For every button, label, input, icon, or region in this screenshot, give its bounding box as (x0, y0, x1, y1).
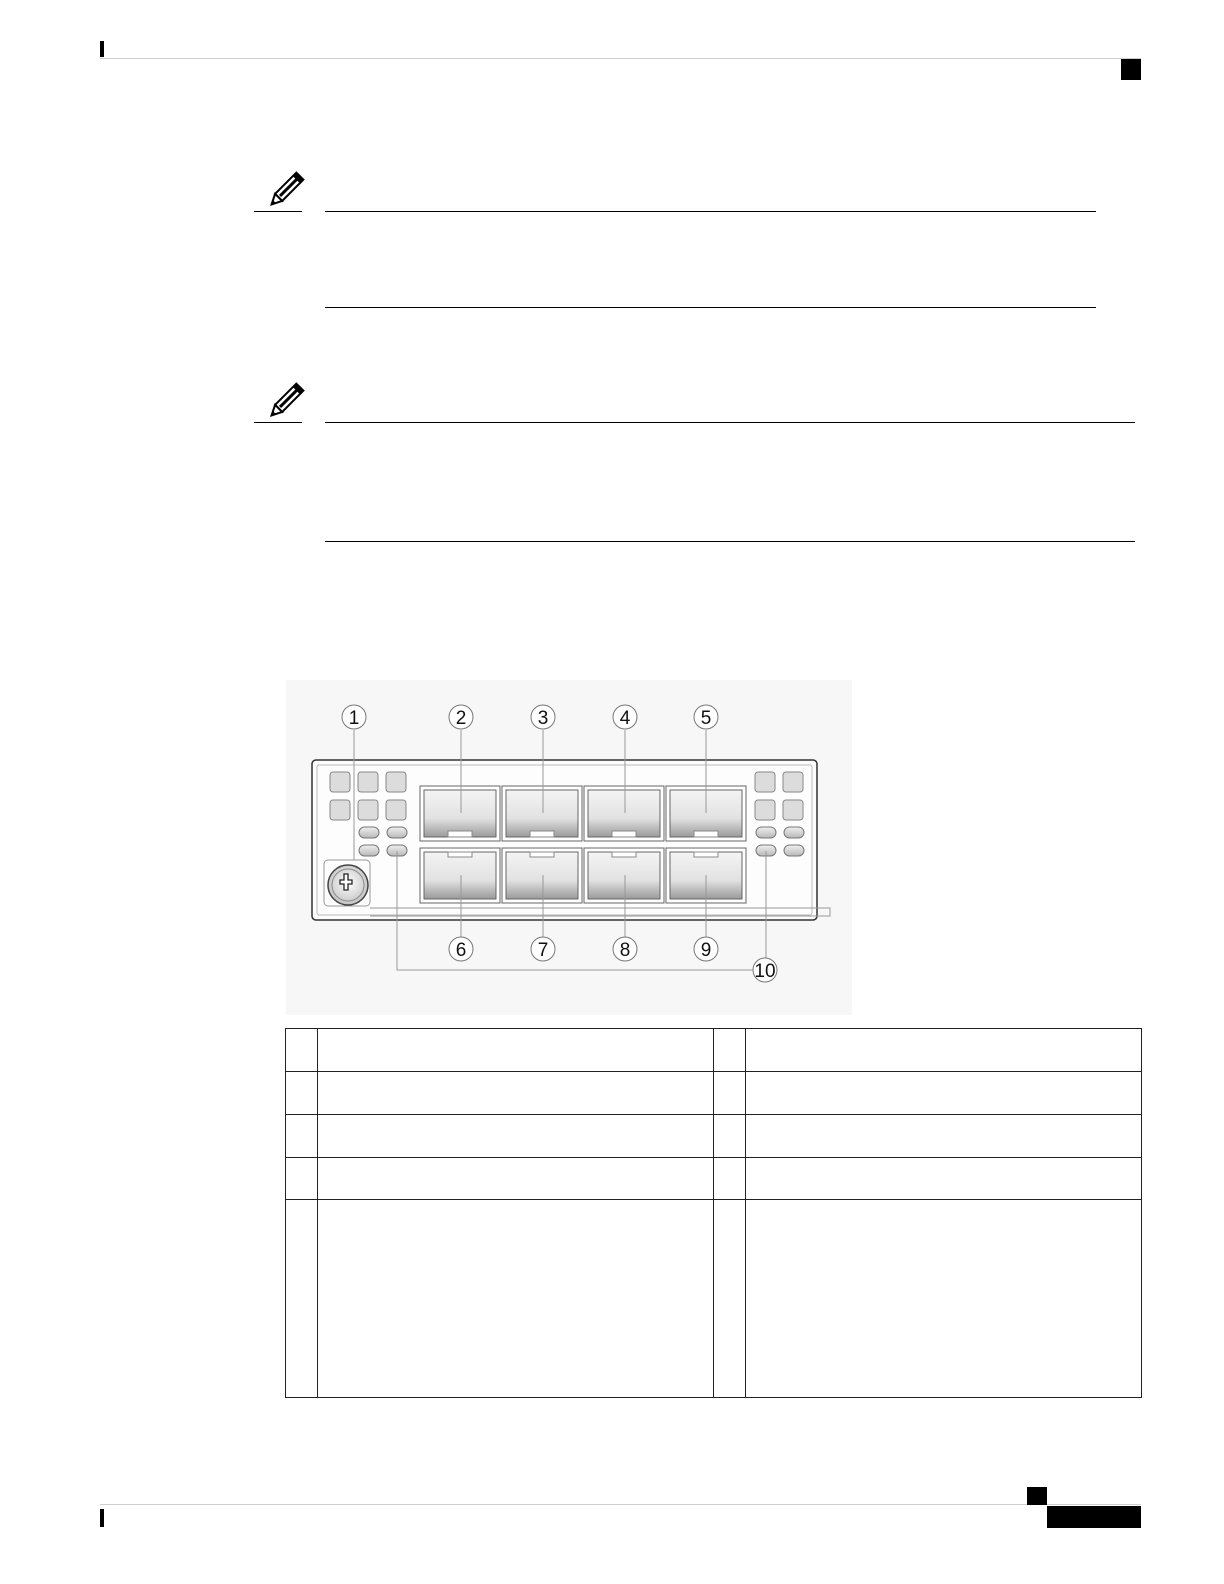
footer-left-marker (100, 1509, 104, 1527)
callout-label-7: 7 (537, 940, 549, 961)
callout-number-cell (286, 1158, 318, 1200)
note-2-icon-underline (254, 422, 302, 423)
callout-description-cell (746, 1158, 1142, 1200)
callout-number-cell (286, 1029, 318, 1072)
callout-description-cell (318, 1115, 714, 1158)
callout-number-cell (286, 1072, 318, 1115)
callout-label-1: 1 (348, 708, 360, 729)
callout-description-cell (318, 1029, 714, 1072)
callout-table (285, 1028, 1142, 1398)
note-1-top-rule (325, 211, 1096, 212)
callout-label-4: 4 (619, 708, 631, 729)
callout-label-8: 8 (619, 940, 631, 961)
note-1-icon-underline (254, 211, 302, 212)
callout-label-2: 2 (455, 708, 467, 729)
header-chapter-tab (1121, 59, 1141, 80)
callout-number-cell (714, 1072, 746, 1115)
callout-description-cell (746, 1200, 1142, 1398)
callout-description-cell (318, 1158, 714, 1200)
footer-rule (100, 1504, 1141, 1505)
table-row (286, 1072, 1142, 1115)
pencil-note-icon (262, 379, 308, 425)
callout-description-cell (318, 1072, 714, 1115)
faceplate-illustration (286, 680, 852, 1015)
callout-description-cell (746, 1029, 1142, 1072)
pencil-note-icon (262, 168, 308, 214)
note-1-bottom-rule (325, 307, 1096, 308)
header-rule (100, 58, 1141, 59)
callout-label-3: 3 (537, 708, 549, 729)
header-left-marker (100, 41, 104, 57)
footer-chapter-tab (1027, 1487, 1047, 1505)
callout-number-cell (286, 1200, 318, 1398)
footer-page-number-tab (1047, 1506, 1141, 1528)
table-row (286, 1158, 1142, 1200)
callout-number-cell (714, 1029, 746, 1072)
table-row (286, 1200, 1142, 1398)
callout-number-cell (286, 1115, 318, 1158)
callout-description-cell (746, 1115, 1142, 1158)
table-row (286, 1115, 1142, 1158)
note-2-top-rule (325, 422, 1135, 423)
callout-description-cell (318, 1200, 714, 1398)
callout-description-cell (746, 1072, 1142, 1115)
callout-number-cell (714, 1158, 746, 1200)
callout-number-cell (714, 1200, 746, 1398)
callout-label-6: 6 (455, 940, 467, 961)
module-faceplate-figure (286, 680, 852, 1015)
table-row (286, 1029, 1142, 1072)
callout-label-10: 10 (754, 961, 776, 982)
note-2-bottom-rule (325, 541, 1135, 542)
callout-number-cell (714, 1115, 746, 1158)
callout-label-5: 5 (700, 708, 712, 729)
callout-label-9: 9 (700, 940, 712, 961)
